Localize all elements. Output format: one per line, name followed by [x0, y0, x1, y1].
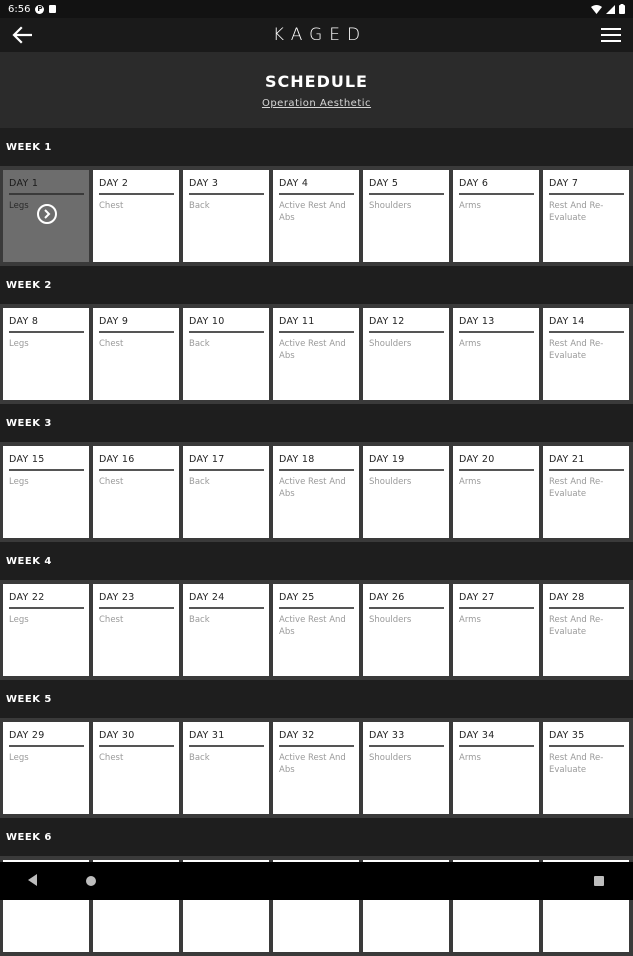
day-card[interactable]: [363, 722, 449, 814]
day-label: DAY 5: [369, 178, 444, 195]
day-workout: Arms: [459, 339, 481, 349]
day-card[interactable]: [183, 308, 269, 400]
day-workout: Shoulders: [369, 753, 412, 763]
day-card[interactable]: [3, 170, 89, 262]
day-workout: Rest And Re-Evaluate: [549, 753, 604, 775]
day-label: DAY 12: [369, 316, 444, 333]
day-label: DAY 11: [279, 316, 354, 333]
schedule-list[interactable]: [0, 128, 633, 956]
day-card[interactable]: [3, 446, 89, 538]
day-workout: Chest: [99, 753, 124, 763]
battery-icon: [619, 4, 625, 14]
day-workout: Back: [189, 477, 210, 487]
day-workout: Shoulders: [369, 339, 412, 349]
status-left: [8, 4, 56, 15]
day-card[interactable]: [453, 170, 539, 262]
app-bar: [0, 18, 633, 52]
day-label: DAY 31: [189, 730, 264, 747]
status-bar: [0, 0, 633, 18]
day-workout: Rest And Re-Evaluate: [549, 477, 604, 499]
day-card[interactable]: [543, 446, 629, 538]
day-card[interactable]: [183, 446, 269, 538]
day-card[interactable]: [273, 308, 359, 400]
day-card[interactable]: [453, 722, 539, 814]
day-workout: Active Rest And Abs: [279, 753, 346, 775]
day-card[interactable]: [183, 170, 269, 262]
day-label: DAY 4: [279, 178, 354, 195]
day-card[interactable]: [543, 722, 629, 814]
day-card[interactable]: [183, 722, 269, 814]
day-workout: Rest And Re-Evaluate: [549, 339, 604, 361]
day-workout: Chest: [99, 615, 124, 625]
day-card[interactable]: [273, 446, 359, 538]
day-card[interactable]: [93, 584, 179, 676]
week-row: [0, 304, 633, 404]
day-label: DAY 18: [279, 454, 354, 471]
day-workout: Arms: [459, 615, 481, 625]
day-label: DAY 24: [189, 592, 264, 609]
day-card[interactable]: [453, 446, 539, 538]
signal-icon: [606, 5, 615, 14]
day-workout: Chest: [99, 201, 124, 211]
day-card[interactable]: [93, 308, 179, 400]
page-title: SCHEDULE: [265, 72, 368, 91]
week-header: WEEK 4: [0, 542, 633, 580]
schedule-header: [0, 52, 633, 128]
day-label: DAY 13: [459, 316, 534, 333]
day-workout: Legs: [9, 753, 29, 763]
day-card[interactable]: [363, 584, 449, 676]
day-card[interactable]: [273, 584, 359, 676]
day-workout: Chest: [99, 477, 124, 487]
day-label: DAY 7: [549, 178, 624, 195]
day-label: DAY 19: [369, 454, 444, 471]
sim-card-icon: [49, 5, 56, 13]
menu-button[interactable]: [599, 23, 623, 47]
day-label: DAY 23: [99, 592, 174, 609]
day-label: DAY 35: [549, 730, 624, 747]
day-card[interactable]: [543, 308, 629, 400]
day-workout: Chest: [99, 339, 124, 349]
nav-back-icon[interactable]: [28, 874, 37, 886]
day-label: DAY 10: [189, 316, 264, 333]
hamburger-menu-icon: [601, 27, 621, 43]
day-workout: Active Rest And Abs: [279, 201, 346, 223]
day-card[interactable]: [453, 584, 539, 676]
day-card[interactable]: [363, 170, 449, 262]
day-label: DAY 17: [189, 454, 264, 471]
day-label: DAY 34: [459, 730, 534, 747]
day-label: DAY 33: [369, 730, 444, 747]
day-label: DAY 20: [459, 454, 534, 471]
day-label: DAY 8: [9, 316, 84, 333]
day-workout: Legs: [9, 477, 29, 487]
day-label: DAY 16: [99, 454, 174, 471]
day-label: DAY 32: [279, 730, 354, 747]
day-workout: Back: [189, 339, 210, 349]
day-label: DAY 25: [279, 592, 354, 609]
week-header: WEEK 3: [0, 404, 633, 442]
day-workout: Arms: [459, 753, 481, 763]
nav-recents-icon[interactable]: [594, 876, 604, 886]
week-row: [0, 580, 633, 680]
day-card[interactable]: [3, 308, 89, 400]
day-card[interactable]: [93, 446, 179, 538]
week-header: WEEK 6: [0, 818, 633, 856]
day-card[interactable]: [93, 722, 179, 814]
day-card[interactable]: [3, 722, 89, 814]
program-link[interactable]: Operation Aesthetic: [261, 98, 372, 109]
day-label: DAY 30: [99, 730, 174, 747]
arrow-left-icon: [12, 26, 32, 44]
week-header: WEEK 5: [0, 680, 633, 718]
chevron-right-circle-icon[interactable]: [37, 204, 57, 224]
week-row: [0, 718, 633, 818]
day-card[interactable]: [93, 170, 179, 262]
day-card[interactable]: [273, 170, 359, 262]
app-logo: KAGED: [272, 25, 368, 45]
day-workout: Shoulders: [369, 477, 412, 487]
day-label: DAY 26: [369, 592, 444, 609]
day-workout: Arms: [459, 201, 481, 211]
day-workout: Legs: [9, 339, 29, 349]
day-workout: Legs: [9, 201, 29, 211]
day-card[interactable]: [363, 446, 449, 538]
day-workout: Active Rest And Abs: [279, 615, 346, 637]
day-label: DAY 3: [189, 178, 264, 195]
day-workout: Back: [189, 615, 210, 625]
day-label: DAY 15: [9, 454, 84, 471]
status-right: [591, 4, 625, 14]
status-time: 6:56: [8, 3, 31, 15]
back-button[interactable]: [10, 23, 34, 47]
day-workout: Rest And Re-Evaluate: [549, 615, 604, 637]
day-label: DAY 9: [99, 316, 174, 333]
nav-home-icon[interactable]: [86, 876, 96, 886]
day-label: DAY 29: [9, 730, 84, 747]
week-row: [0, 166, 633, 266]
day-label: DAY 28: [549, 592, 624, 609]
day-card[interactable]: [363, 308, 449, 400]
day-workout: Back: [189, 201, 210, 211]
system-nav-bar: [0, 862, 633, 900]
day-card[interactable]: [543, 170, 629, 262]
day-workout: Arms: [459, 477, 481, 487]
day-workout: Shoulders: [369, 615, 412, 625]
day-workout: Legs: [9, 615, 29, 625]
notification-icon: P: [37, 4, 43, 13]
week-row: [0, 442, 633, 542]
day-workout: Shoulders: [369, 201, 412, 211]
week-header: WEEK 1: [0, 128, 633, 166]
day-workout: Active Rest And Abs: [279, 339, 346, 361]
day-label: DAY 27: [459, 592, 534, 609]
day-workout: Active Rest And Abs: [279, 477, 346, 499]
day-label: DAY 14: [549, 316, 624, 333]
day-card[interactable]: [543, 584, 629, 676]
day-label: DAY 6: [459, 178, 534, 195]
wifi-icon: [591, 5, 602, 14]
day-card[interactable]: [183, 584, 269, 676]
day-label: DAY 21: [549, 454, 624, 471]
day-card[interactable]: [273, 722, 359, 814]
day-label: DAY 2: [99, 178, 174, 195]
day-card[interactable]: [453, 308, 539, 400]
day-label: DAY 22: [9, 592, 84, 609]
week-header: WEEK 2: [0, 266, 633, 304]
day-workout: Rest And Re-Evaluate: [549, 201, 604, 223]
day-card[interactable]: [3, 584, 89, 676]
day-workout: Back: [189, 753, 210, 763]
day-label: DAY 1: [9, 178, 84, 195]
